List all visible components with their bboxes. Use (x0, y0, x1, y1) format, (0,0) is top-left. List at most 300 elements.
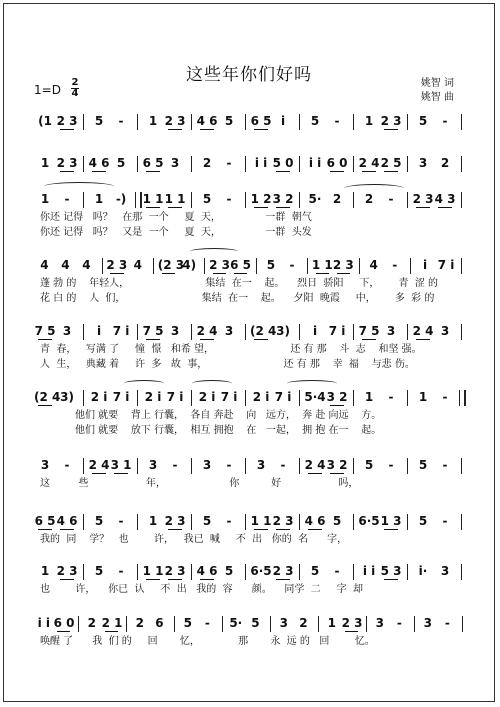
note: 1 3 (380, 514, 402, 528)
note: 1 (418, 390, 428, 404)
note: 2 3 (332, 258, 354, 272)
barline (256, 258, 257, 274)
beam-line (168, 129, 182, 130)
beam-line (330, 171, 344, 172)
beam-line (38, 529, 52, 530)
time-signature (71, 78, 79, 99)
note: 3 (279, 616, 288, 630)
note: 2 3 (164, 514, 186, 528)
beam-line (110, 273, 123, 274)
note: 7 5 (358, 324, 380, 338)
note: 2 i (198, 390, 216, 404)
score-row (4, 562, 496, 580)
note: - (226, 156, 232, 170)
barline (222, 616, 223, 632)
slur-arc (192, 380, 232, 387)
barline (83, 114, 84, 130)
note: 5 0 (272, 156, 294, 170)
barline (191, 114, 192, 130)
note: - (334, 114, 340, 128)
beam-line (316, 273, 329, 274)
time-bottom: 4 (71, 88, 79, 99)
note: 5·4 (304, 390, 326, 404)
beam-line (362, 171, 376, 172)
note: 3 (423, 616, 432, 630)
note: 3 (170, 324, 180, 338)
note: 3 1 (110, 458, 132, 472)
beam-line (105, 631, 118, 632)
slur-arc (344, 184, 404, 193)
barline (191, 192, 192, 208)
barline (353, 192, 354, 208)
note: -) (115, 192, 127, 206)
beam-line (213, 273, 226, 274)
barline (359, 258, 360, 274)
barline (245, 156, 246, 172)
note: 3) (276, 324, 290, 338)
note: 7 i (166, 390, 184, 404)
note: (2 3 (157, 258, 185, 272)
barline (174, 616, 175, 632)
barline (299, 514, 300, 530)
note: - (204, 616, 210, 630)
note: 6 5 (34, 514, 56, 528)
barline (245, 458, 246, 474)
note: 2 (364, 192, 374, 206)
score-row (4, 322, 496, 340)
barline (191, 156, 192, 172)
barline (461, 192, 462, 208)
barline (153, 258, 154, 274)
note: 4 (40, 258, 49, 272)
barline (407, 114, 408, 130)
barline (191, 458, 192, 474)
note: 6 5 (230, 258, 251, 272)
barline (137, 156, 138, 172)
note: - (118, 114, 124, 128)
note: 5 (251, 616, 260, 630)
beam-line (330, 405, 344, 406)
slur-arc (44, 182, 114, 191)
barline (191, 564, 192, 580)
barline (191, 514, 192, 530)
note: 5 (116, 156, 126, 170)
barline (245, 514, 246, 530)
note: 3 (375, 616, 384, 630)
note: 5 (94, 114, 104, 128)
score-row (4, 512, 496, 530)
barline (83, 192, 84, 208)
note: i i (308, 156, 322, 170)
note: 4 3 (434, 192, 456, 206)
note: 1 1 (142, 192, 164, 206)
barline (461, 564, 462, 580)
note: i (423, 258, 428, 272)
lyric-line: 也 许， 你已 认 不 出 我的 容 颜。 同学 二 字 却 (40, 584, 364, 595)
note: 5 (224, 564, 234, 578)
beam-line (416, 339, 430, 340)
barline (78, 616, 79, 632)
note: 3 2 (326, 458, 348, 472)
note: 3 (224, 324, 234, 338)
note: (2 4 (250, 324, 277, 338)
beam-line (330, 473, 344, 474)
slur-arc (124, 380, 164, 387)
note: 2 3 (412, 192, 434, 206)
beam-line (254, 529, 268, 530)
note: 1 (148, 514, 158, 528)
barline (191, 324, 192, 340)
barline (137, 390, 138, 406)
barline (353, 514, 354, 530)
barline (407, 514, 408, 530)
note: 1 (40, 156, 50, 170)
note: 7 i (437, 258, 455, 272)
note: 3 (148, 458, 158, 472)
beam-line (146, 579, 160, 580)
note: 2 3 (380, 114, 402, 128)
note: 5 (310, 114, 320, 128)
note: - (289, 258, 295, 272)
note: 5 (418, 514, 428, 528)
beam-line (276, 529, 290, 530)
note: 3 (418, 156, 428, 170)
barline (83, 564, 84, 580)
note: 3 (40, 458, 50, 472)
barline (137, 324, 138, 340)
lyric-line: 你还 记得 吗？ 在那 一个 夏 天， 一群 朝气 (40, 212, 312, 223)
note: (2 4 (34, 390, 61, 404)
note: - (64, 192, 70, 206)
note: (1 (38, 114, 52, 128)
lyric-line: 人 生， 典藏 着 许 多 故 事， 还 有 那 幸 福 与悲 伤。 (40, 359, 415, 370)
note: - (226, 458, 232, 472)
beam-line (57, 631, 70, 632)
note: - (396, 616, 402, 630)
barline (83, 458, 84, 474)
note: 3 (440, 564, 450, 578)
slur-arc (190, 248, 238, 255)
barline (299, 114, 300, 130)
lyric-line: 我的 同 学？ 也 许， 我已 喊 不 出 你的 名 字， (40, 534, 348, 545)
note: 2 3 (56, 564, 78, 578)
barline (462, 616, 463, 632)
lyricist-credit: 姚智 词 (420, 78, 454, 89)
score-row (4, 456, 496, 474)
barline (410, 258, 411, 274)
note: 4 6 (196, 114, 218, 128)
time-top: 2 (71, 77, 79, 88)
lyric-line: 这 些 年， 你 好 吗， (40, 478, 359, 489)
note: 7 i (220, 390, 238, 404)
score-row (4, 388, 496, 406)
note: 5 (94, 514, 104, 528)
note: 2 3 (164, 114, 186, 128)
barline (353, 156, 354, 172)
note: 2 4 (88, 458, 110, 472)
note: - (388, 458, 394, 472)
note: 1 1 (250, 514, 272, 528)
note: 2 (440, 156, 450, 170)
barline (407, 564, 408, 580)
barline (461, 514, 462, 530)
note: 4 6 (88, 156, 110, 170)
barline (137, 514, 138, 530)
note: 2 (332, 192, 342, 206)
note: - (280, 458, 286, 472)
note: 5 3 (380, 564, 402, 578)
barline (245, 192, 246, 208)
slur-arc (287, 380, 337, 387)
beam-line (92, 473, 106, 474)
note: 5 (418, 114, 428, 128)
beam-line (308, 529, 322, 530)
beam-line (384, 529, 398, 530)
note: 5 (266, 258, 276, 272)
note: 2 (299, 616, 308, 630)
note: 4 (82, 258, 91, 272)
note: - (226, 514, 232, 528)
note: 5 (202, 192, 212, 206)
sheet-page (3, 3, 495, 702)
note: 5 (183, 616, 192, 630)
barline (461, 258, 462, 274)
note: 2 4 (196, 324, 218, 338)
lyric-line: 青 春， 写满 了 憧 憬 和希 望， 还 有 那 斗 志 和坚 强。 (40, 344, 422, 355)
note: 3 (386, 324, 396, 338)
note: 5 (364, 458, 374, 472)
score-row (4, 112, 496, 130)
barline (407, 192, 408, 208)
barline (461, 114, 462, 130)
note: 2 i (90, 390, 108, 404)
note: 2 i (252, 390, 270, 404)
barline (461, 458, 462, 474)
note: 2 3 (164, 564, 186, 578)
note: 7 i (112, 390, 130, 404)
note: 6·5 (250, 564, 272, 578)
beam-line (234, 273, 247, 274)
note: 7 i (328, 324, 346, 338)
note: 2 3 (272, 514, 294, 528)
note: 3 (256, 458, 266, 472)
note: 4 (369, 258, 378, 272)
note: 1 (94, 192, 104, 206)
beam-line (200, 579, 214, 580)
note: 7 5 (34, 324, 56, 338)
note: 2 5 (380, 156, 402, 170)
lyric-line: 他们 就要 背上 行囊， 各自 奔赴 向 远方， 奔 赴 向远 方。 (40, 410, 382, 421)
barline (204, 258, 205, 274)
note: 2 3 (56, 156, 78, 170)
barline (461, 324, 462, 340)
note: - (172, 458, 178, 472)
barline (245, 324, 246, 340)
note: 1 1 (164, 192, 186, 206)
beam-line (114, 473, 128, 474)
note: 2 3 (106, 258, 128, 272)
beam-line (384, 171, 398, 172)
barline (299, 192, 300, 208)
note: 2 4 (412, 324, 434, 338)
note: 7 i (112, 324, 130, 338)
note: - (226, 192, 232, 206)
beam-line (276, 171, 290, 172)
note: - (334, 564, 340, 578)
note: 5 (202, 514, 212, 528)
note: 3 (202, 458, 212, 472)
barline (407, 390, 408, 406)
repeat-start (135, 192, 142, 208)
beam-line (146, 171, 160, 172)
note: 5 (310, 564, 320, 578)
score-row (4, 190, 496, 208)
note: 1 2 (250, 192, 272, 206)
barline (245, 390, 246, 406)
beam-line (200, 129, 214, 130)
note: - (442, 390, 448, 404)
note: i· (418, 564, 428, 578)
song-title: 这些年你们好吗 (186, 65, 312, 85)
barline (245, 114, 246, 130)
note: i i (362, 564, 376, 578)
beam-line (384, 579, 398, 580)
lyric-line: 花 白 的 人 们， 集结 在一 起。 夕阳 晚霞 中， 多 彩 的 (40, 293, 435, 304)
barline (83, 514, 84, 530)
note: 6·5 (358, 514, 380, 528)
barline (299, 390, 300, 406)
key-signature: 1=D (34, 83, 61, 97)
beam-line (200, 339, 214, 340)
beam-line (60, 129, 74, 130)
note: 3 (62, 324, 72, 338)
note: 2 3 (209, 258, 231, 272)
note: 3 (170, 156, 180, 170)
note: - (442, 458, 448, 472)
note: 6 0 (53, 616, 75, 630)
barline (137, 564, 138, 580)
beam-line (416, 207, 430, 208)
note: 2 (87, 616, 96, 630)
note: 5 (418, 458, 428, 472)
note: 5 (224, 114, 234, 128)
note: i i (254, 156, 268, 170)
beam-line (60, 171, 74, 172)
beam-line (337, 273, 350, 274)
note: 1 1 (311, 258, 333, 272)
note: 5· (308, 192, 322, 206)
note: 6 5 (250, 114, 272, 128)
note: 4) (182, 258, 197, 272)
note: 5 (332, 514, 342, 528)
composer-credit: 姚智 曲 (420, 92, 454, 103)
note: i (280, 114, 286, 128)
note: 4 6 (196, 564, 218, 578)
note: 7 5 (142, 324, 164, 338)
note: 2 (135, 616, 144, 630)
beam-line (168, 579, 182, 580)
barline (299, 324, 300, 340)
barline (299, 458, 300, 474)
barline (414, 616, 415, 632)
barline (102, 258, 103, 274)
score-row (4, 614, 496, 632)
note: 2 (202, 156, 212, 170)
barline (245, 564, 246, 580)
score-row (4, 154, 496, 172)
note: 1 (40, 192, 50, 206)
barline (353, 564, 354, 580)
barline (407, 458, 408, 474)
note: - (388, 192, 394, 206)
beam-line (276, 579, 290, 580)
beam-line (38, 339, 52, 340)
note: 2 3 (272, 564, 294, 578)
note: 6 0 (326, 156, 348, 170)
note: 1 (327, 616, 336, 630)
beam-line (276, 207, 290, 208)
barline (270, 616, 271, 632)
beam-line (162, 273, 175, 274)
note: 3) (60, 390, 74, 404)
note: 5· (229, 616, 243, 630)
lyric-line: 蓬 勃 的 年轻人， 集结 在一 起。 烈日 骄阳 下， 青 涩 的 (40, 278, 439, 289)
note: 2 1 (101, 616, 123, 630)
beam-line (254, 339, 268, 340)
note: i i (37, 616, 50, 630)
beam-line (384, 129, 398, 130)
lyric-line: 唤醒 了 我 们 的 回 忆， 那 永 远 的 回 忆。 (40, 636, 375, 647)
note: 1 (148, 114, 158, 128)
note: 2 4 (358, 156, 380, 170)
barline (461, 156, 462, 172)
beam-line (345, 631, 358, 632)
note: i (96, 324, 102, 338)
note: 3 (440, 324, 450, 338)
note: - (444, 616, 450, 630)
barline (307, 258, 308, 274)
note: - (442, 514, 448, 528)
note: - (118, 564, 124, 578)
note: - (442, 114, 448, 128)
note: 4 6 (56, 514, 78, 528)
score-row (4, 256, 496, 274)
note: 1 (364, 114, 374, 128)
note: 3 2 (326, 390, 348, 404)
note: - (392, 258, 398, 272)
barline (126, 616, 127, 632)
barline (353, 458, 354, 474)
note: 4 (61, 258, 70, 272)
beam-line (92, 171, 106, 172)
barline (353, 390, 354, 406)
barline (299, 156, 300, 172)
note: - (388, 390, 394, 404)
note: 2 3 (341, 616, 363, 630)
note: 1 (40, 564, 50, 578)
barline (353, 324, 354, 340)
beam-line (438, 207, 452, 208)
barline (191, 390, 192, 406)
note: 2 3 (56, 114, 78, 128)
note: 1 1 (142, 564, 164, 578)
note: 2 4 (304, 458, 326, 472)
note: 4 6 (304, 514, 326, 528)
note: 4 (133, 258, 142, 272)
barline (407, 156, 408, 172)
note: 2 i (144, 390, 162, 404)
note: 6 (155, 616, 164, 630)
